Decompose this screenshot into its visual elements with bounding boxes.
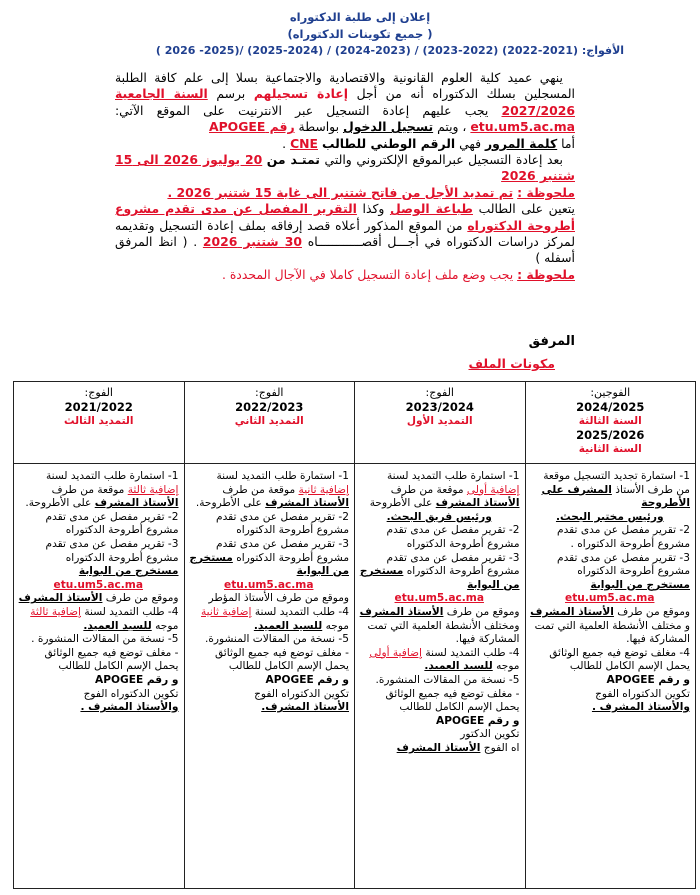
extension-term: تمتـد من (266, 152, 320, 168)
site-link[interactable]: etu.um5.ac.ma (470, 119, 575, 135)
cell-2024-2026: 1- استمارة تجديد التسجيل موقعة من طرف الأستاذ المشرف على الأطروحة ورئيس مختبر البحث. 2- تقرير مفصل عن مدى تقدم مشروع أطروحة الدكتوراه . 3- تقرير مفصل عن مدى تقدم مشروع أطروحة الدكتوراه مستخرج من البوابة etu.um5.ac.ma وموقع من طرف الأستاذ المشرف و مختلف الأنشطة العلمية التي تمت المشاركة فيها. 4- مغلف توضع فيه جميع الوثائق يحمل الإسم الكامل للطالب و رقم APOGEE تكوين الدكتوراه الفوج والأستاذ المشرف . (525, 464, 696, 889)
cohorts-label: الأفواج: (581, 44, 625, 57)
portal-link[interactable]: etu.um5.ac.ma (565, 592, 655, 605)
cne-term: CNE (290, 135, 318, 151)
column-header-2024-2026: الفوجين: 2024/2025 السنة الثالثة 2025/2026 السنة الثانية (525, 382, 696, 464)
cell-2022-2023: 1- استمارة طلب التمديد لسنة إضافية ثانية موقعة من طرف الأستاذ المشرف على الأطروحة. 2- تقرير مفصل عن مدى تقدم مشروع أطروحة الدكتوراه 3- تقرير مفصل عن مدى تقدم مشروع أطروحة الدكتوراه مستخرج من البوابة etu.um5.ac.ma وموقع من طرف الأستاذ المؤطر 4- طلب التمديد لسنة إضافية ثانية موجه للسيد العميد. 5- نسخة من المقالات المنشورة. - مغلف توضع فيه جميع الوثائق يحمل الإسم الكامل للطالب و رقم APOGEE تكوين الدكتوراه الفوج الأستاذ المشرف. (184, 464, 355, 889)
note-complete-file: ملحوظة : يجب وضع ملف إعادة التسجيل كاملا في الآجال المحددة . (221, 266, 575, 282)
file-components-table (13, 381, 696, 889)
reregistration-term: إعادة تسجيلهم (253, 86, 349, 102)
complete-file-note: يجب وضع ملف إعادة التسجيل كاملا في الآجال المحددة . (221, 266, 514, 282)
cell-2023-2024: 1- استمارة طلب التمديد لسنة إضافية أولى موقعة من طرف الأستاذ المشرف على الأطروحة ورئيس فريق البحث. 2- تقرير مفصل عن مدى تقدم مشروع أطروحة الدكتوراه 3- تقرير مفصل عن مدى تقدم مشروع أطروحة الدكتوراه مستخرج من البوابة etu.um5.ac.ma وموقع من طرف الأستاذ المشرف ومختلف الأنشطة العلمية التي تمت المشاركة فيها. 4- طلب التمديد لسنة إضافية أولى موجه للسيد العميد. 5- نسخة من المقالات المنشورة. - مغلف توضع فيه جميع الوثائق يحمل الإسم الكامل للطالب و رقم APOGEE تكوين الدكتور اه الفوج الأستاذ المشرف (355, 464, 526, 889)
extension-note: تم تمديد الأجل من فاتح شتنبر الى غاية 15 شتنبر 2026 . (167, 184, 514, 200)
academic-year: السنة الجامعية 2027/2026 (115, 86, 575, 118)
annex-subtitle: مكونات الملف (468, 356, 555, 371)
print-receipt-term: طباعة الوصل (389, 201, 473, 217)
password-term: كلمة المرور (485, 135, 558, 151)
announcement-title: إعلان إلى طلبة الدكتوراه (289, 10, 431, 24)
paragraph-dates: بعد إعادة التسجيل عبرالموقع الإلكتروني والتي تمتـد من 20 يوليوز 2026 الى 15 شتنبر 2026 (115, 152, 575, 184)
announcement-subtitle: ( جميع تكوينات الدكتوراه) (287, 27, 433, 41)
paragraph-reregistration: ينهي عميد كلية العلوم القانونية والاقتصادية والاجتماعية بسلا إلى علم كافة الطلبة المسجلين بسلك الدكتوراه أنه من أجل إعادة تسجيلهم برسم السنة الجامعية 2027/2026 يجب عليهم إعادة التسجيل عبر الانترنيت على الموقع الآتي: etu.um5.ac.ma ، ويتم تسجيل الدخول بواسطة رقم APOGEE (115, 70, 575, 135)
deadline-date: 30 شتنبر 2026 (202, 234, 302, 250)
portal-link[interactable]: etu.um5.ac.ma (53, 578, 143, 591)
detailed-report-term: التقرير المفصل عن مدى تقدم مشروع أطروحة الدكتوراه (115, 201, 575, 233)
column-header-2023-2024: الفوج: 2023/2024 التمديد الأول (355, 382, 526, 464)
national-number-term: الرقم الوطني للطالب (321, 135, 456, 151)
portal-link[interactable]: etu.um5.ac.ma (394, 592, 484, 605)
column-header-2022-2023: الفوج: 2022/2023 التمديد الثاني (184, 382, 355, 464)
login-term: تسجيل الدخول (342, 119, 434, 135)
cohorts-list: (2021-2022) (2022-2023) / (2023-2024) / (2024-2025) /(2025- 2026 ) (155, 44, 579, 57)
paragraph-documents: يتعين على الطالب طباعة الوصل وكذا التقرير المفصل عن مدى تقدم مشروع أطروحة الدكتوراه من الموقع المذكور أعلاه قصد إرفاقه بملف إعادة التسجيل وتقديمه لمركز دراسات الدكتوراه في أجـــل أقصــــــــــــاه 30 شتنبر 2026 . ( انظ المرفق أسفله ) (115, 201, 575, 266)
registration-dates: 20 يوليوز 2026 الى 15 شتنبر 2026 (115, 152, 575, 184)
portal-link[interactable]: etu.um5.ac.ma (224, 578, 314, 591)
apogee-term: رقم APOGEE (209, 119, 295, 135)
column-header-2021-2022: الفوج: 2021/2022 التمديد الثالث (14, 382, 185, 464)
paragraph-password: أما كلمة المرور فهي الرقم الوطني للطالب CNE . (282, 135, 575, 151)
announcement-body (115, 70, 575, 283)
note-extension: ملحوظة : تم تمديد الأجل من فاتح شتنبر الى غاية 15 شتنبر 2026 . (167, 184, 575, 200)
cohorts-line (0, 44, 700, 57)
annex-title: المرفق (528, 334, 575, 349)
cell-2021-2022: 1- استمارة طلب التمديد لسنة إضافية ثالثة موقعة من طرف الأستاذ المشرف على الأطروحة. 2- تقرير مفصل عن مدى تقدم مشروع أطروحة الدكتوراه 3- تقرير مفصل عن مدى تقدم مشروع أطروحة الدكتوراه مستخرج من البوابة etu.um5.ac.ma وموقع من طرف الأستاذ المشرف 4- طلب التمديد لسنة إضافية ثالثة موجه للسيد العميد. 5- نسخة من المقالات المنشورة . - مغلف توضع فيه جميع الوثائق يحمل الإسم الكامل للطالب و رقم APOGEE تكوين الدكتوراه الفوج والأستاذ المشرف . (14, 464, 185, 889)
